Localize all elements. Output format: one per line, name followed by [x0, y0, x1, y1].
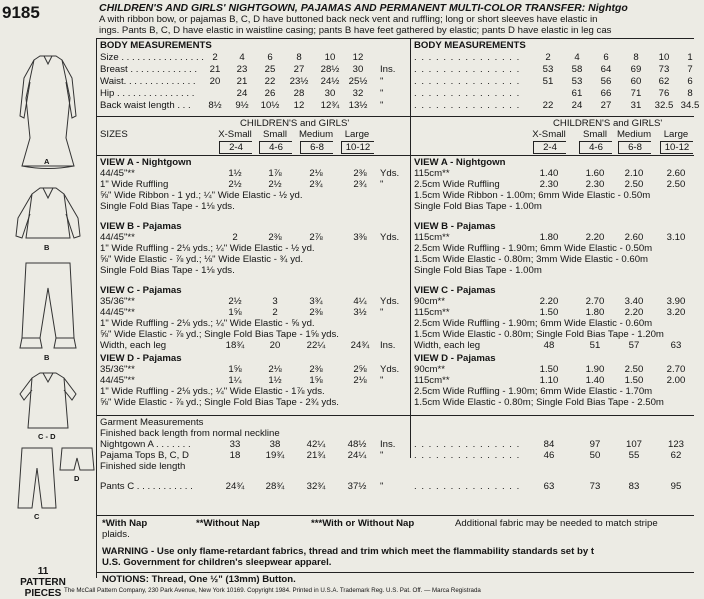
footer-copyright: The McCall Pattern Company, 230 Park Avenue, New York 10169. Copyright 1984. Printed in U.S.A. Trademark Reg. U.S. Pat. Off. — Marca Registrada [64, 587, 481, 594]
table-center-divider [410, 38, 411, 458]
garment-cell: 24¾ [225, 481, 245, 492]
view-line-label: Width, each leg [100, 340, 167, 351]
view-cell: 2⅜ [309, 307, 323, 318]
view-cell: 1½ [228, 168, 242, 179]
garment-cell: 33 [229, 439, 241, 450]
body-cell: 8½ [208, 100, 222, 111]
view-line: 1" Wide Ruffling - 2⅛ yds.; ¼" Wide Elastic - 1⅞ yds. [100, 386, 325, 397]
pattern-title-main: CHILDREN'S AND GIRLS' NIGHTGOWN, PAJAMAS AND PERMANENT MULTI-COLOR TRANSFER: [99, 2, 586, 14]
garment-cell: 19¾ [265, 450, 285, 461]
table-top-rule [96, 38, 694, 39]
garment-row-label: Pants C . . . . . . . . . . . [100, 481, 193, 492]
garment-metric: 46 [543, 450, 555, 461]
nap-rule [96, 515, 694, 516]
view-cell: 1⅝ [309, 375, 323, 386]
body-cell: 22 [542, 100, 554, 111]
garment-metric: 83 [628, 481, 640, 492]
body-row-label: Breast . . . . . . . . . . . . . [100, 64, 198, 75]
view-cell: 1.60 [585, 168, 605, 179]
view-line-label: 44/45"** [100, 375, 135, 386]
body-row-dots: . . . . . . . . . . . . . . . [414, 64, 521, 75]
body-cell: 6 [267, 52, 273, 63]
view-cell: 22¼ [306, 340, 326, 351]
view-cell: 1.40 [539, 168, 559, 179]
nap-either: ***With or Without Nap [311, 518, 415, 529]
view-cell: 1.80 [585, 307, 605, 318]
size-name: Small [583, 129, 607, 140]
sizes-label: SIZES [100, 129, 128, 140]
body-cell: 7 [687, 64, 693, 75]
nap-note: Additional fabric may be needed to match stripe [455, 518, 658, 529]
garment-row-label: Nightgown A . . . . . . . [100, 439, 191, 450]
garment-metric: 55 [628, 450, 640, 461]
view-cell: 3¾ [309, 296, 323, 307]
view-cell: 1.90 [585, 364, 605, 375]
view-cell: 63 [670, 340, 682, 351]
view-unit: " [380, 375, 384, 386]
view-line-label: 90cm** [414, 364, 445, 375]
view-cell: 3.40 [624, 296, 644, 307]
view-cell: 2.20 [624, 307, 644, 318]
view-cell: 4¼ [353, 296, 367, 307]
body-row-label: Size . . . . . . . . . . . . . . . . [100, 52, 204, 63]
view-line: 1.5cm Wide Elastic - 0.80m; Single Fold Bias Tape - 1.20m [414, 329, 664, 340]
size-name: Large [344, 129, 370, 140]
notions-bottom-rule [96, 572, 694, 573]
view-unit: Ins. [380, 340, 396, 351]
view-cell: 2.20 [539, 296, 559, 307]
garment-sub2: Finished side length [100, 461, 186, 472]
body-cell: 8 [296, 52, 302, 63]
body-cell: 64 [600, 64, 612, 75]
view-cell: 1⅞ [268, 168, 282, 179]
pattern-number: 9185 [2, 3, 40, 22]
size-range: 10-12 [341, 141, 374, 154]
size-name: Small [263, 129, 287, 140]
body-row-dots: . . . . . . . . . . . . . . . [414, 52, 521, 63]
view-cell: 2 [272, 307, 278, 318]
view-line: 1" Wide Ruffling - 2⅛ yds.; ¼" Wide Elastic - ⅝ yd. [100, 318, 315, 329]
garment-illustrations [0, 38, 96, 568]
view-line: Single Fold Bias Tape - 1⅛ yds. [100, 201, 235, 212]
view-cell: 57 [628, 340, 640, 351]
body-unit: " [380, 76, 384, 87]
view-line: Single Fold Bias Tape - 1.00m [414, 201, 542, 212]
body-cell: 53 [542, 64, 554, 75]
view-cell: 2.50 [666, 179, 686, 190]
view-cell: 3 [272, 296, 278, 307]
view-title: VIEW C - Pajamas [100, 285, 182, 296]
body-cell: 34.5 [680, 100, 700, 111]
body-cell: 62 [658, 76, 670, 87]
view-line: 1.5cm Wide Ribbon - 1.00m; 6mm Wide Elastic - 0.50m [414, 190, 651, 201]
body-cell: 53 [571, 76, 583, 87]
body-row-dots: . . . . . . . . . . . . . . . [414, 100, 521, 111]
body-cell: 69 [630, 64, 642, 75]
body-cell: 4 [574, 52, 580, 63]
view-unit: Yds. [380, 364, 400, 375]
size-name: X-Small [218, 129, 252, 140]
body-unit: " [380, 88, 384, 99]
nap-with: *With Nap [102, 518, 148, 529]
garment-unit: Ins. [380, 439, 396, 450]
view-cell: 2.60 [666, 168, 686, 179]
body-cell: 9½ [235, 100, 249, 111]
view-unit: " [380, 307, 384, 318]
view-line-label: 44/45"** [100, 307, 135, 318]
garment-metric: 97 [589, 439, 601, 450]
body-cell: 21 [209, 64, 221, 75]
view-cell: 2⅛ [268, 364, 282, 375]
view-cell: 2 [232, 232, 238, 243]
figure-label-c: C [34, 512, 40, 521]
pattern-title [99, 2, 628, 14]
garment-cell: 32¾ [306, 481, 326, 492]
table-left-border [96, 38, 97, 578]
view-cell: 3.90 [666, 296, 686, 307]
view-title: VIEW B - Pajamas [414, 221, 496, 232]
body-cell: 76 [658, 88, 670, 99]
view-title: VIEW B - Pajamas [100, 221, 182, 232]
view-line: Single Fold Bias Tape - 1.00m [414, 265, 542, 276]
body-cell: 58 [571, 64, 583, 75]
view-line-label: 115cm** [414, 168, 450, 179]
body-cell: 61 [571, 88, 583, 99]
view-line-label: Width, each leg [414, 340, 481, 351]
view-line: ⅝" Wide Elastic - ⅞ yd.; Single Fold Bias Tape - 2¾ yds. [100, 397, 339, 408]
garment-cell: 42¼ [306, 439, 326, 450]
body-cell: 8 [687, 88, 693, 99]
sizes-title-left: CHILDREN'S and GIRLS' [240, 118, 350, 129]
body-cell: 10½ [260, 100, 280, 111]
view-line: 1" Wide Ruffling - 2⅛ yds.; ¼" Wide Elastic - ½ yd. [100, 243, 315, 254]
garment-sub1: Finished back length from normal neckline [100, 428, 280, 439]
body-cell: 28½ [320, 64, 340, 75]
garment-cell: 21¾ [306, 450, 326, 461]
body-cell: 4 [239, 52, 245, 63]
body-cell: 21 [236, 76, 248, 87]
body-row-dots: . . . . . . . . . . . . . . . [414, 88, 521, 99]
view-cell: 2¾ [309, 179, 323, 190]
nightgown-a-illustration [20, 56, 76, 169]
body-cell: 26 [264, 88, 276, 99]
body-unit: " [380, 100, 384, 111]
garment-metric: 50 [589, 450, 601, 461]
body-cell: 1 [687, 52, 693, 63]
garment-unit: " [380, 450, 384, 461]
garment-metric: 95 [670, 481, 682, 492]
body-cell: 8 [633, 52, 639, 63]
body-row-dots: . . . . . . . . . . . . . . . [414, 76, 521, 87]
garment-cell: 38 [269, 439, 281, 450]
description-line-2: ings. Pants B, C, D have elastic in waistline casing; pants B have feet gathered by elastic; pants D have elastic in leg cas [99, 25, 612, 36]
body-cell: 22 [264, 76, 276, 87]
view-cell: 2⅞ [309, 232, 323, 243]
view-line-label: 35/36"** [100, 296, 135, 307]
view-cell: 2½ [228, 296, 242, 307]
view-cell: 2⅛ [309, 168, 323, 179]
garment-dots: . . . . . . . . . . . . . . . [414, 450, 521, 461]
view-line-label: 115cm** [414, 232, 450, 243]
body-cell: 6 [603, 52, 609, 63]
view-cell: 51 [589, 340, 601, 351]
view-line-label: 115cm** [414, 375, 450, 386]
view-line: 2.5cm Wide Ruffling - 1.90m; 6mm Wide Elastic - 1.70m [414, 386, 653, 397]
size-range: 2-4 [219, 141, 252, 154]
body-cell: 31 [630, 100, 642, 111]
size-name: Medium [616, 129, 652, 140]
view-line: ⅝" Wide Elastic - ⅞ yd.; ⅛" Wide Elastic - ¾ yd. [100, 254, 304, 265]
view-cell: 2.70 [666, 364, 686, 375]
body-cell: 24½ [320, 76, 340, 87]
view-unit: Yds. [380, 168, 400, 179]
garment-cell: 24¼ [347, 450, 367, 461]
view-line-label: 2.5cm Wide Ruffling [414, 179, 500, 190]
body-cell: 2 [212, 52, 218, 63]
left-body-header: BODY MEASUREMENTS [100, 40, 212, 51]
view-cell: 2⅜ [309, 364, 323, 375]
view-line: 2.5cm Wide Ruffling - 1.90m; 6mm Wide Elastic - 0.60m [414, 318, 653, 329]
view-cell: 2.60 [624, 232, 644, 243]
body-cell: 23 [236, 64, 248, 75]
view-line: 1.5cm Wide Elastic - 0.80m; Single Fold Bias Tape - 2.50m [414, 397, 664, 408]
garment-dots: . . . . . . . . . . . . . . . [414, 481, 521, 492]
view-line: 1.5cm Wide Elastic - 0.80m; 3mm Wide Elastic - 0.60m [414, 254, 649, 265]
view-cell: 1⅝ [228, 364, 242, 375]
view-line: ⅝" Wide Ribbon - 1 yd.; ¼" Wide Elastic - ½ yd. [100, 190, 303, 201]
view-cell: 1.50 [624, 375, 644, 386]
garment-unit: " [380, 481, 384, 492]
figure-label-cd: C - D [38, 432, 56, 441]
nap-note-2: plaids. [102, 529, 130, 540]
view-line-label: 44/45"** [100, 168, 135, 179]
body-row-label: Back waist length . . . [100, 100, 191, 111]
size-name: Large [663, 129, 689, 140]
view-cell: 2¾ [353, 179, 367, 190]
size-range: 6-8 [300, 141, 333, 154]
view-title: VIEW D - Pajamas [414, 353, 496, 364]
garment-cell: 48½ [347, 439, 367, 450]
view-title: VIEW A - Nightgown [414, 157, 506, 168]
body-cell: 32.5 [654, 100, 674, 111]
view-title: VIEW D - Pajamas [100, 353, 182, 364]
garment-metric: 73 [589, 481, 601, 492]
size-range: 4-6 [579, 141, 612, 154]
view-line-label: 90cm** [414, 296, 445, 307]
pajama-pants-c-illustration [18, 448, 56, 508]
body-measurement-bottom-rule [96, 116, 694, 117]
sizes-bottom-rule [96, 155, 694, 156]
view-cell: 2⅜ [353, 168, 367, 179]
garment-metric: 63 [543, 481, 555, 492]
view-cell: 2.10 [624, 168, 644, 179]
view-cell: 1.50 [539, 364, 559, 375]
notions-text: NOTIONS: Thread, One ½" (13mm) Button. [102, 574, 296, 585]
figure-label-b-top: B [44, 243, 50, 252]
pajama-pants-b-illustration [20, 263, 76, 348]
body-cell: 12 [293, 100, 305, 111]
pattern-pieces-count [14, 566, 72, 599]
size-range: 2-4 [533, 141, 566, 154]
size-name: X-Small [532, 129, 566, 140]
body-cell: 10 [658, 52, 670, 63]
warning-line-2: U.S. Government for children's sleepwear apparel. [102, 557, 332, 568]
view-cell: 2.30 [539, 179, 559, 190]
pajama-top-b-illustration [16, 188, 80, 238]
view-cell: 2.50 [624, 179, 644, 190]
body-cell: 13½ [348, 100, 368, 111]
size-range: 6-8 [618, 141, 651, 154]
view-cell: 3.20 [666, 307, 686, 318]
body-cell: 24 [571, 100, 583, 111]
view-line-label: 115cm** [414, 307, 450, 318]
body-cell: 32 [352, 88, 364, 99]
view-unit: Yds. [380, 232, 400, 243]
view-line: 2.5cm Wide Ruffling - 1.90m; 6mm Wide Elastic - 0.50m [414, 243, 653, 254]
view-cell: 1.40 [585, 375, 605, 386]
pieces-label-1: PATTERN [20, 577, 66, 588]
body-cell: 12¾ [320, 100, 340, 111]
view-cell: 2½ [268, 179, 282, 190]
garment-cell: 18 [229, 450, 241, 461]
garment-metric: 62 [670, 450, 682, 461]
garment-metric: 84 [543, 439, 555, 450]
view-cell: 2½ [228, 179, 242, 190]
body-cell: 73 [658, 64, 670, 75]
view-cell: 2⅝ [353, 364, 367, 375]
garment-cell: 37½ [347, 481, 367, 492]
description-line-1: A with ribbon bow, or pajamas B, C, D have buttoned back neck vent and ruffling; long or short sleeves have elastic in [99, 14, 598, 25]
pajama-top-cd-illustration [20, 373, 76, 428]
view-line-label: 1" Wide Ruffling [100, 179, 169, 190]
body-cell: 28 [293, 88, 305, 99]
view-cell: 20 [269, 340, 281, 351]
body-cell: 2 [545, 52, 551, 63]
body-cell: 51 [542, 76, 554, 87]
body-row-label: Waist. . . . . . . . . . . . . . [100, 76, 196, 87]
body-cell: 12 [352, 52, 364, 63]
view-line: ⅝" Wide Elastic - ⅞ yd.; Single Fold Bias Tape - 1⅝ yds. [100, 329, 339, 340]
view-cell: 1½ [268, 375, 282, 386]
body-cell: 27 [600, 100, 612, 111]
body-cell: 56 [600, 76, 612, 87]
view-cell: 48 [543, 340, 555, 351]
body-cell: 60 [630, 76, 642, 87]
view-cell: 2.50 [624, 364, 644, 375]
view-cell: 1¼ [228, 375, 242, 386]
view-cell: 2.00 [666, 375, 686, 386]
view-cell: 3⅜ [353, 232, 367, 243]
view-unit: Yds. [380, 296, 400, 307]
body-cell: 30 [324, 88, 336, 99]
view-title: VIEW C - Pajamas [414, 285, 496, 296]
body-cell: 27 [293, 64, 305, 75]
figure-label-d: D [74, 474, 80, 483]
view-line: Single Fold Bias Tape - 1⅛ yds. [100, 265, 235, 276]
notions [102, 574, 296, 585]
right-body-header: BODY MEASUREMENTS [414, 40, 526, 51]
garment-metric: 123 [667, 439, 684, 450]
body-cell: 25½ [348, 76, 368, 87]
view-cell: 2⅜ [268, 232, 282, 243]
view-cell: 3.10 [666, 232, 686, 243]
pajama-shorts-d-illustration [60, 448, 94, 470]
body-cell: 30 [352, 64, 364, 75]
view-line-label: 35/36"** [100, 364, 135, 375]
view-cell: 1.50 [539, 307, 559, 318]
view-title: VIEW A - Nightgown [100, 157, 192, 168]
view-cell: 1⅝ [228, 307, 242, 318]
sizes-title-right: CHILDREN'S and GIRLS' [553, 118, 663, 129]
view-cell: 2.30 [585, 179, 605, 190]
garment-header: Garment Measurements [100, 417, 204, 428]
view-cell: 2.20 [585, 232, 605, 243]
body-cell: 20 [209, 76, 221, 87]
figure-label-a: A [44, 157, 50, 166]
view-cell: 18¾ [225, 340, 245, 351]
figure-label-b-pants: B [44, 353, 50, 362]
body-cell: 23½ [289, 76, 309, 87]
body-unit: Ins. [380, 64, 396, 75]
size-range: 4-6 [259, 141, 292, 154]
body-cell: 6 [687, 76, 693, 87]
view-line-label: 44/45"** [100, 232, 135, 243]
view-cell: 1.10 [539, 375, 559, 386]
pattern-title-tail: Nightgo [588, 2, 628, 14]
view-cell: 24¾ [350, 340, 370, 351]
view-cell: 2⅛ [353, 375, 367, 386]
body-cell: 66 [600, 88, 612, 99]
size-name: Medium [298, 129, 334, 140]
garment-row-label: Pajama Tops B, C, D [100, 450, 189, 461]
body-cell: 24 [236, 88, 248, 99]
view-cell: 1.80 [539, 232, 559, 243]
garment-metric: 107 [625, 439, 642, 450]
view-cell: 2.70 [585, 296, 605, 307]
pieces-label-2: PIECES [24, 588, 62, 599]
warning-line-1: WARNING - Use only flame-retardant fabrics, thread and trim which meet the flammability standards set by t [102, 546, 595, 557]
garment-dots: . . . . . . . . . . . . . . . [414, 439, 521, 450]
body-row-label: Hip . . . . . . . . . . . . . . . [100, 88, 195, 99]
garment-cell: 28¾ [265, 481, 285, 492]
pieces-number: 11 [37, 566, 49, 577]
nap-without: **Without Nap [196, 518, 260, 529]
view-cell: 3½ [353, 307, 367, 318]
view-unit: " [380, 179, 384, 190]
body-cell: 71 [630, 88, 642, 99]
body-cell: 25 [264, 64, 276, 75]
views-bottom-rule [96, 415, 694, 416]
size-range: 10-12 [660, 141, 693, 154]
body-cell: 10 [324, 52, 336, 63]
